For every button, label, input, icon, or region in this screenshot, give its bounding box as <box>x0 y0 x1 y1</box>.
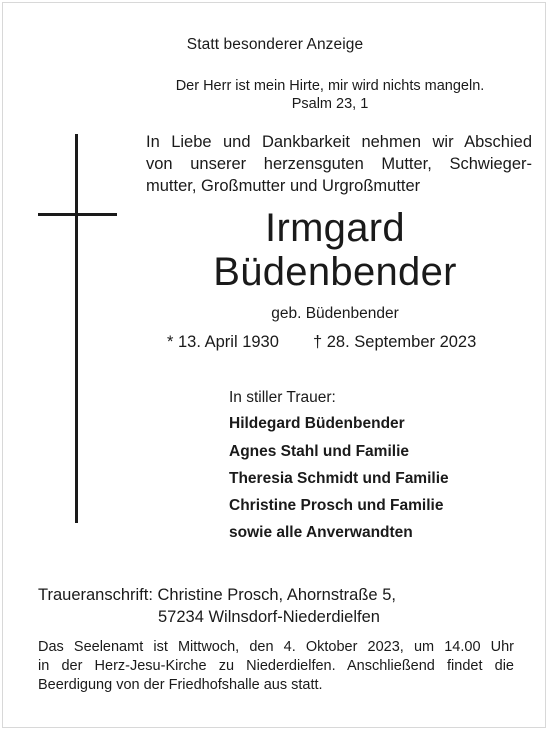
notice-heading: Statt besonderer Anzeige <box>186 36 364 53</box>
intro-line: von unserer herzensguten Mutter, Schwieger- <box>146 155 532 173</box>
intro-line: In Liebe und Dankbarkeit nehmen wir Abschied <box>146 133 532 151</box>
intro-line: mutter, Großmutter und Urgroßmutter <box>146 177 421 195</box>
service-line: Beerdigung von der Friedhofshalle aus statt. <box>38 677 323 693</box>
birth-date: * 13. April 1930 <box>167 333 279 351</box>
cross-icon-horizontal-bar <box>38 213 117 216</box>
mourner-name: Christine Prosch und Familie <box>229 497 444 514</box>
verse-text: Der Herr ist mein Hirte, mir wird nichts mangeln. <box>175 78 485 94</box>
bible-verse <box>110 77 550 113</box>
death-date: † 28. September 2023 <box>313 333 477 351</box>
intro-text <box>146 131 532 197</box>
cross-icon-vertical-bar <box>75 134 78 523</box>
address-line: 57234 Wilnsdorf-Niederdielfen <box>158 608 380 626</box>
mourner-name: Agnes Stahl und Familie <box>229 443 409 460</box>
mourner-name: Theresia Schmidt und Familie <box>229 470 449 487</box>
verse-reference: Psalm 23, 1 <box>291 96 369 112</box>
mourning-address <box>38 584 396 628</box>
service-line: in der Herz-Jesu-Kirche zu Niederdielfen. Anschließend findet die <box>38 658 514 674</box>
mourners-label: In stiller Trauer: <box>229 389 336 406</box>
mourner-name: sowie alle Anverwandten <box>229 524 413 541</box>
service-info <box>38 638 514 695</box>
deceased-last-name: Büdenbender <box>213 250 457 294</box>
deceased-birth-name: geb. Büdenbender <box>271 305 399 322</box>
address-line: Traueranschrift: Christine Prosch, Ahornstraße 5, <box>38 586 396 604</box>
mourner-name: Hildegard Büdenbender <box>229 415 405 432</box>
deceased-first-name: Irmgard <box>265 206 405 250</box>
service-line: Das Seelenamt ist Mittwoch, den 4. Oktober 2023, um 14.00 Uhr <box>38 639 514 655</box>
